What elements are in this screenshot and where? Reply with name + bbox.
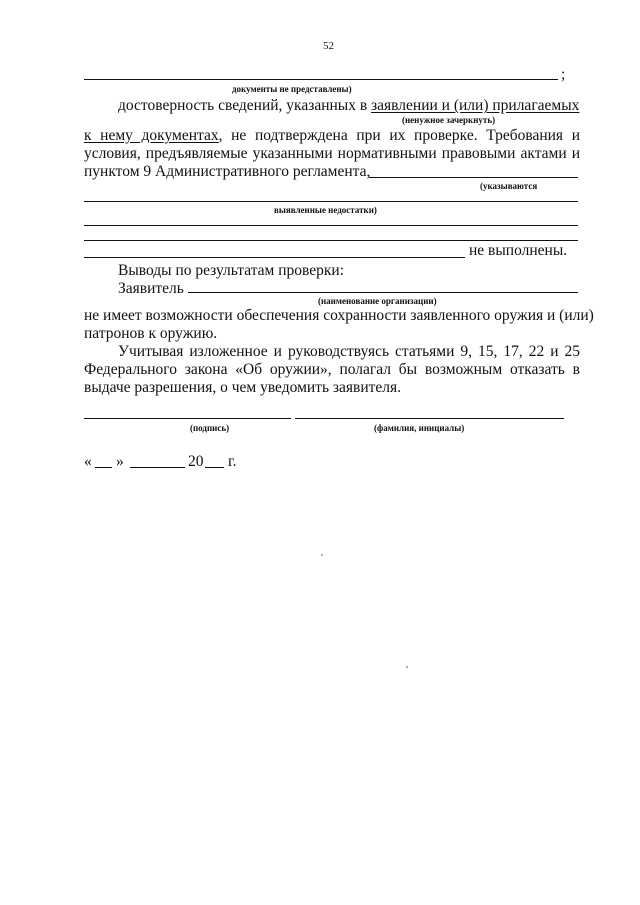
- scan-speck: [406, 666, 408, 668]
- applicant-label: Заявитель: [118, 280, 184, 297]
- caption-signature: (подпись): [190, 423, 230, 433]
- date-month-blank[interactable]: [130, 467, 185, 468]
- date-year-blank[interactable]: [205, 467, 224, 468]
- deficiencies-blank-line-2[interactable]: [84, 225, 578, 226]
- reliability-line-2: [84, 127, 580, 145]
- caption-deficiencies: выявленные недостатки): [274, 205, 377, 215]
- page-number: 52: [323, 40, 334, 52]
- reliability-line-4: пунктом 9 Административного регламента,: [84, 163, 371, 180]
- caption-org-name: (наименование организации): [318, 296, 437, 306]
- signature-blank-line[interactable]: [84, 418, 291, 419]
- date-day-blank[interactable]: [95, 467, 112, 468]
- name-initials-blank-line[interactable]: [295, 418, 564, 419]
- conclusions-heading: Выводы по результатам проверки:: [118, 262, 345, 279]
- caption-indicated: (указываются: [480, 181, 538, 191]
- date-year-suffix: г.: [228, 453, 237, 470]
- reliability-line-1: [118, 97, 579, 115]
- date-close-quote: »: [116, 453, 124, 470]
- reliability-line-2-underlined: к нему документах: [84, 127, 219, 144]
- not-fulfilled-text: не выполнены.: [469, 242, 568, 259]
- organization-name-blank-line[interactable]: [188, 292, 578, 293]
- reliability-line-1-prefix: достоверность сведений, указанных в: [118, 97, 372, 114]
- decision-line-1: Учитывая изложенное и руководствуясь статьями 9, 15, 17, 22 и 25: [118, 343, 580, 360]
- deficiencies-blank-line-1[interactable]: [84, 201, 578, 202]
- deficiencies-blank-line-4[interactable]: [84, 257, 465, 258]
- caption-cross-out: (ненужное зачеркнуть): [402, 115, 496, 125]
- reliability-line-3: условия, предъявляемые указанными нормативными правовыми актами и: [84, 145, 580, 162]
- reliability-line-2-rest: , не подтверждена при их проверке. Требования и: [218, 127, 581, 144]
- scan-speck: [321, 554, 323, 556]
- date-year-prefix: 20: [188, 453, 204, 470]
- semicolon: ;: [561, 66, 566, 83]
- decision-line-3: выдаче разрешения, о чем уведомить заявителя.: [84, 379, 402, 396]
- requirements-blank-line[interactable]: [369, 177, 578, 178]
- caption-name-initials: (фамилия, инициалы): [374, 423, 465, 433]
- conclusions-line-1: не имеет возможности обеспечения сохранности заявленного оружия и (или): [84, 307, 594, 324]
- date-open-quote: «: [84, 453, 92, 470]
- conclusions-line-2: патронов к оружию.: [84, 325, 218, 342]
- decision-line-2: Федерального закона «Об оружии», полагал бы возможным отказать в: [84, 361, 580, 378]
- deficiencies-blank-line-3[interactable]: [84, 240, 578, 241]
- caption-documents-not-provided: документы не представлены): [232, 84, 352, 94]
- reliability-line-1-underlined: заявлении и (или) прилагаемых: [371, 97, 580, 114]
- documents-blank-line[interactable]: [84, 79, 558, 80]
